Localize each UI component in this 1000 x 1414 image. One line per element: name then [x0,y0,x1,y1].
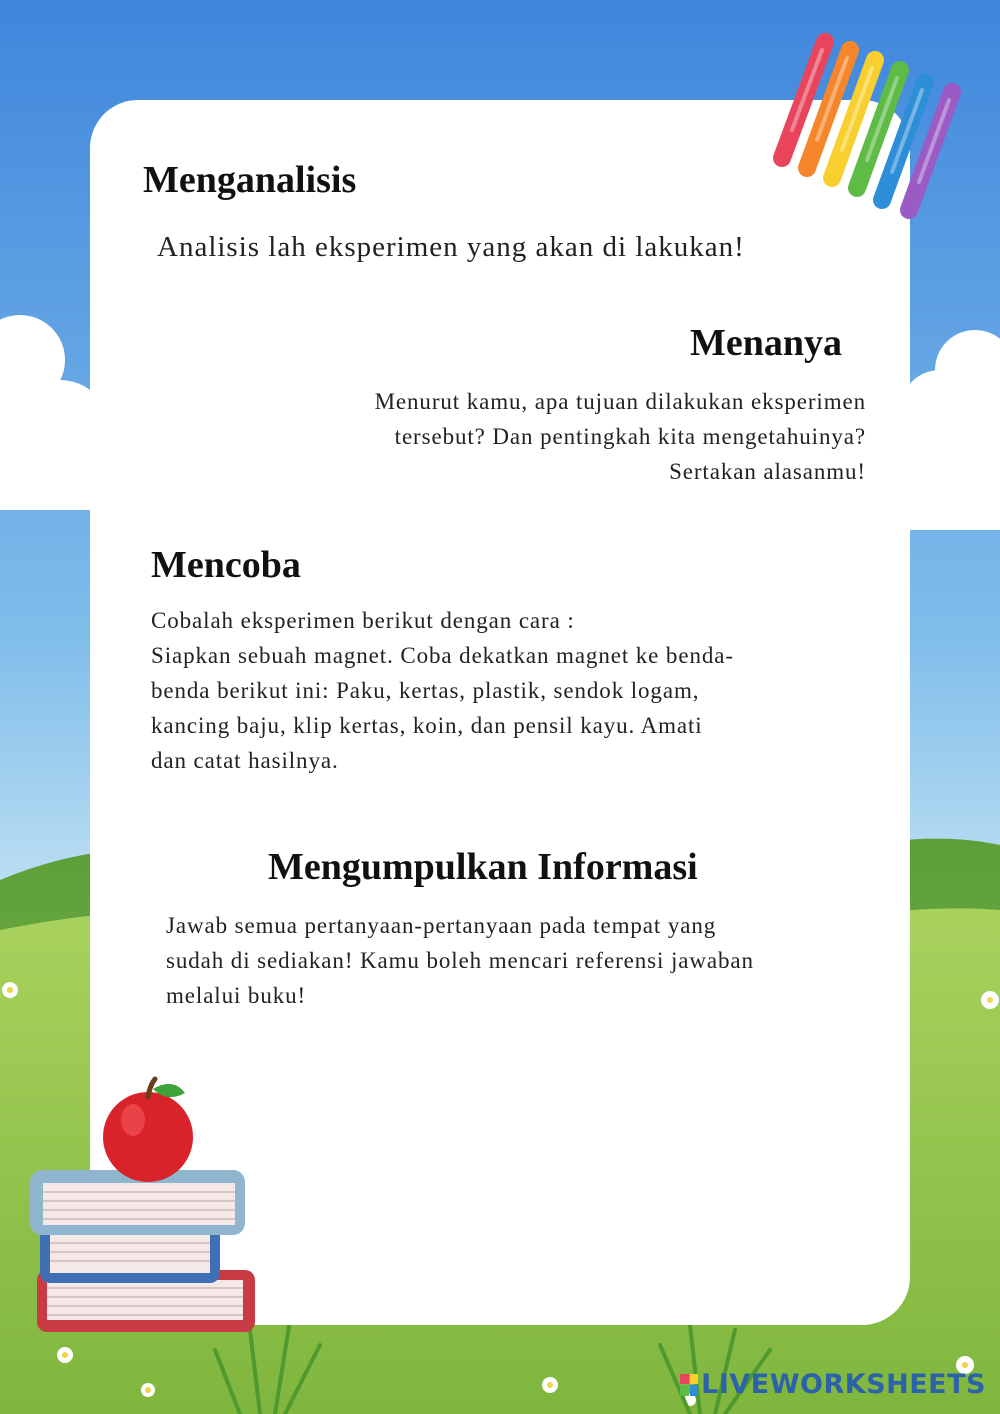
paragraph-mencoba [151,603,734,778]
text-line: Jawab semua pertanyaan-pertanyaan pada tempat yang [166,913,717,938]
text-line: Cobalah eksperimen berikut dengan cara : [151,608,575,633]
paragraph-mengumpulkan-informasi [166,908,754,1013]
paragraph-menanya [375,384,866,489]
paragraph-menganalisis [157,228,745,266]
text-line: dan catat hasilnya. [151,748,339,773]
heading-menganalisis: Menganalisis [143,159,357,201]
text-line: benda berikut ini: Paku, kertas, plastik, sendok logam, [151,678,700,703]
books-apple-illustration [25,1075,265,1345]
liveworksheets-logo [680,1369,986,1400]
heading-menanya: Menanya [690,322,842,364]
text-line: Siapkan sebuah magnet. Coba dekatkan magnet ke benda- [151,643,734,668]
markers-illustration [770,30,970,220]
text-line: Menurut kamu, apa tujuan dilakukan eksperimen [374,389,866,414]
text-line: tersebut? Dan pentingkah kita mengetahuinya? [394,424,866,449]
text-line: sudah di sediakan! Kamu boleh mencari referensi jawaban [166,948,754,973]
text-line: Analisis lah eksperimen yang akan di lakukan! [157,231,745,263]
text-line: kancing baju, klip kertas, koin, dan pensil kayu. Amati [151,713,703,738]
liveworksheets-wordmark: LIVEWORKSHEETS [701,1369,986,1400]
text-line: melalui buku! [166,983,307,1008]
liveworksheets-mark-icon [680,1374,698,1396]
text-line: Sertakan alasanmu! [669,459,866,484]
heading-mengumpulkan-informasi: Mengumpulkan Informasi [268,846,698,888]
heading-mencoba: Mencoba [151,544,301,586]
